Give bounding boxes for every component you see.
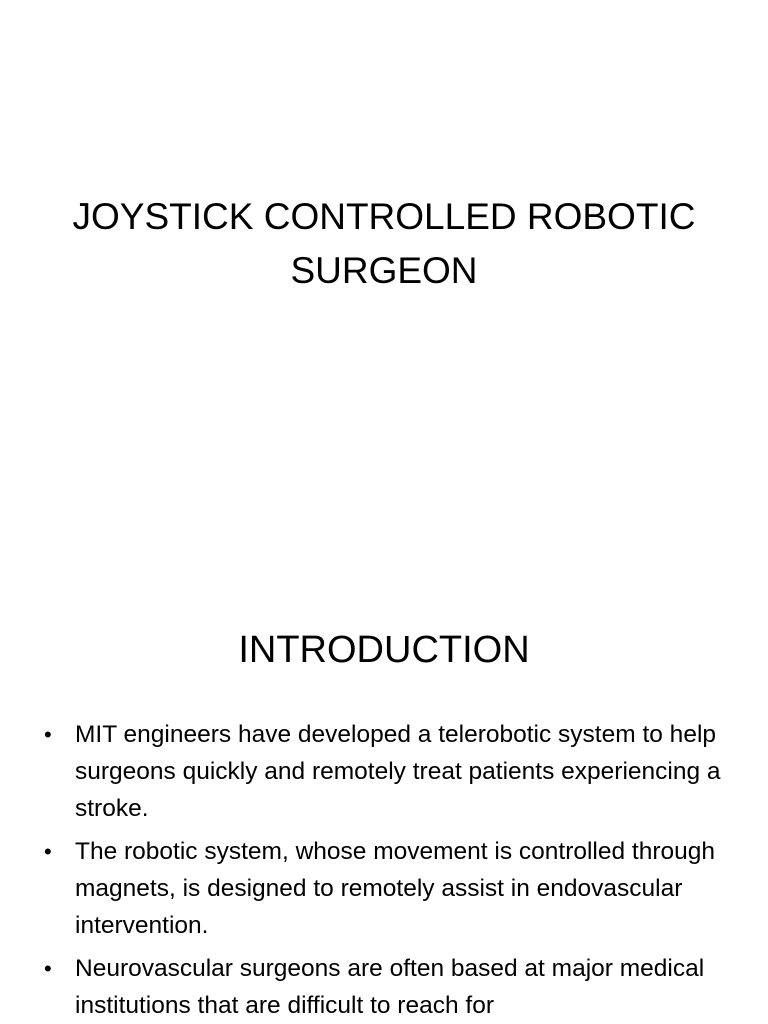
slide-title: JOYSTICK CONTROLLED ROBOTIC SURGEON xyxy=(72,196,696,291)
bullet-marker: • xyxy=(44,839,52,864)
bullet-item xyxy=(44,833,734,944)
bullet-text: Neurovascular surgeons are often based at major medical institutions that are difficult to reach for xyxy=(75,955,705,1019)
bullet-marker: • xyxy=(44,956,52,981)
bullet-text: The robotic system, whose movement is controlled through magnets, is designed to remotely assist in endovascular intervention. xyxy=(75,838,716,939)
introduction-slide xyxy=(0,576,768,1024)
bullet-list xyxy=(44,716,734,1024)
bullet-item xyxy=(44,950,734,1024)
bullet-item xyxy=(44,716,734,827)
bullet-marker: • xyxy=(44,722,52,747)
slide-title: INTRODUCTION xyxy=(238,629,530,671)
bullet-text: MIT engineers have developed a telerobotic system to help surgeons quickly and remotely treat patients experiencing a stroke. xyxy=(75,721,721,822)
